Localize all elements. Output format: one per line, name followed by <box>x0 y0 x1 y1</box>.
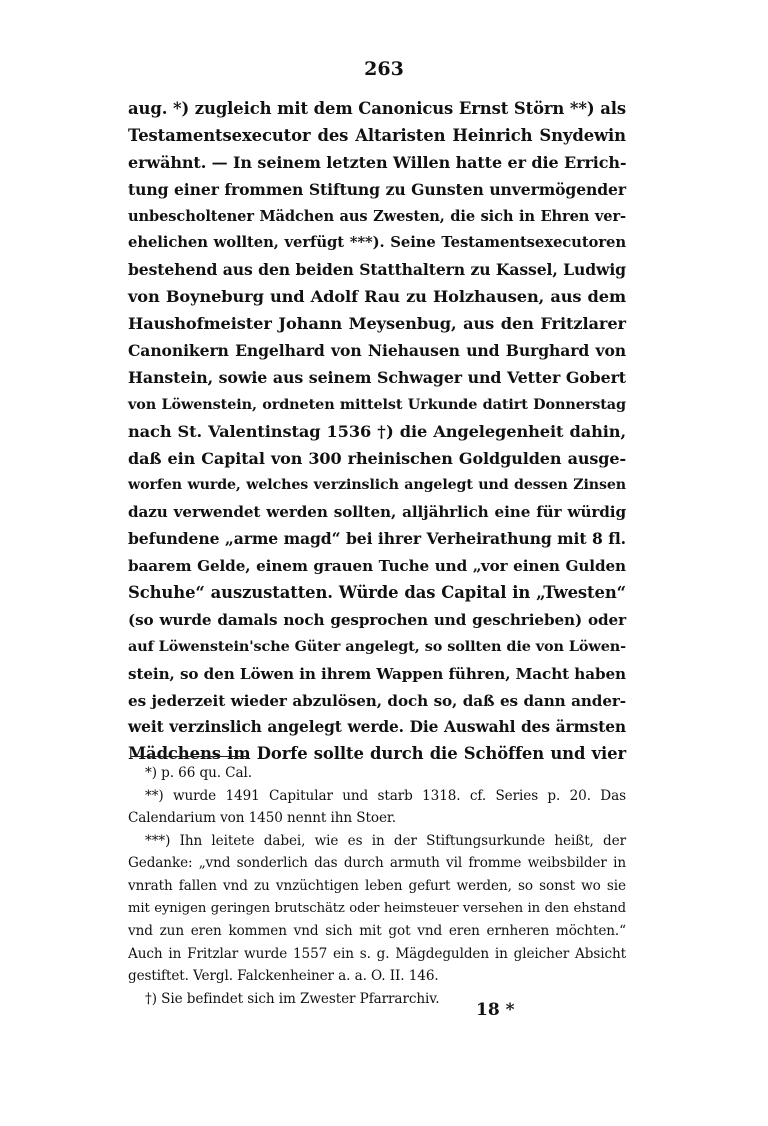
footnote-line: **) wurde 1491 Capitular und starb 1318. cf. Series p. 20. Das <box>145 787 626 804</box>
footnote-line: gestiftet. Vergl. Falckenheiner a. a. O. II. 146. <box>128 968 439 985</box>
footnote-line: *) p. 66 qu. Cal. <box>145 765 252 781</box>
body-line: befundene „arme magd“ bei ihrer Verheirathung mit 8 fl. <box>128 529 626 549</box>
body-line: bestehend aus den beiden Statthaltern zu Kassel, Ludwig <box>128 260 626 280</box>
body-line: Hanstein, sowie aus seinem Schwager und Vetter Gobert <box>128 367 626 387</box>
footnote-line: Gedanke: „vnd sonderlich das durch armuth vil fromme weibsbilder in <box>128 855 626 872</box>
page-number: 263 <box>364 58 404 80</box>
body-line: ehelichen wollten, verfügt ***). Seine Testamentsexecutoren <box>128 234 626 252</box>
body-line: daß ein Capital von 300 rheinischen Goldgulden ausge- <box>128 448 626 468</box>
body-line: von Löwenstein, ordneten mittelst Urkunde datirt Donnerstag <box>128 395 626 413</box>
footnote-line: vnd zun eren kommen vnd sich mit got vnd eren ernheren möchten.“ <box>128 923 626 940</box>
body-line: aug. *) zugleich mit dem Canonicus Ernst Störn **) als <box>128 99 626 118</box>
body-line: Testamentsexecutor des Altaristen Heinrich Snydewin <box>128 125 626 145</box>
footnote-line: mit eynigen geringen brutschätz oder heimsteuer versehen in den ehstand <box>128 900 626 916</box>
body-line: stein, so den Löwen in ihrem Wappen führen, Macht haben <box>128 664 626 683</box>
footnote-line: ***) Ihn leitete dabei, wie es in der Stiftungsurkunde heißt, der <box>145 832 626 849</box>
body-line: Haushofmeister Johann Meysenbug, aus den Fritzlarer <box>128 314 626 334</box>
signature-mark: 18 * <box>476 1000 515 1020</box>
footnote-line: †) Sie befindet sich im Zwester Pfarrarchiv. <box>145 990 440 1007</box>
body-line: erwähnt. — In seinem letzten Willen hatte er die Errich- <box>128 152 627 172</box>
body-line: unbescholtener Mädchen aus Zwesten, die sich in Ehren ver- <box>128 207 626 225</box>
body-line: es jederzeit wieder abzulösen, doch so, daß es dann ander- <box>128 691 626 710</box>
body-line: Schuhe“ auszustatten. Würde das Capital in „Twesten“ <box>128 583 626 603</box>
footnote-line: vnrath fallen vnd zu vnzüchtigen leben gefurt werden, so sonst wo sie <box>128 877 626 894</box>
footnote-line: Auch in Fritzlar wurde 1557 ein s. g. Mägdegulden in gleicher Absicht <box>128 945 626 962</box>
body-line: worfen wurde, welches verzinslich angelegt und dessen Zinsen <box>128 477 626 494</box>
footnote-line: Calendarium von 1450 nennt ihn Stoer. <box>128 810 397 827</box>
body-line: dazu verwendet werden sollten, alljährlich eine für würdig <box>128 503 626 522</box>
body-line: von Boyneburg und Adolf Rau zu Holzhausen, aus dem <box>128 287 626 307</box>
body-line: Mädchens im Dorfe sollte durch die Schöffen und vier <box>128 744 626 764</box>
footnote-divider <box>131 756 249 757</box>
body-line: auf Löwenstein'sche Güter angelegt, so sollten die von Löwen- <box>128 637 626 655</box>
body-line: Canonikern Engelhard von Niehausen und Burghard von <box>128 341 626 361</box>
body-line: tung einer frommen Stiftung zu Gunsten unvermögender <box>128 179 626 199</box>
body-line: weit verzinslich angelegt werde. Die Auswahl des ärmsten <box>128 718 626 737</box>
body-line: (so wurde damals noch gesprochen und geschrieben) oder <box>128 610 626 629</box>
footnotes <box>128 762 626 1011</box>
body-line: nach St. Valentinstag 1536 †) die Angelegenheit dahin, <box>128 421 626 441</box>
body-text <box>128 96 626 768</box>
body-line: baarem Gelde, einem grauen Tuche und „vor einen Gulden <box>128 557 626 576</box>
